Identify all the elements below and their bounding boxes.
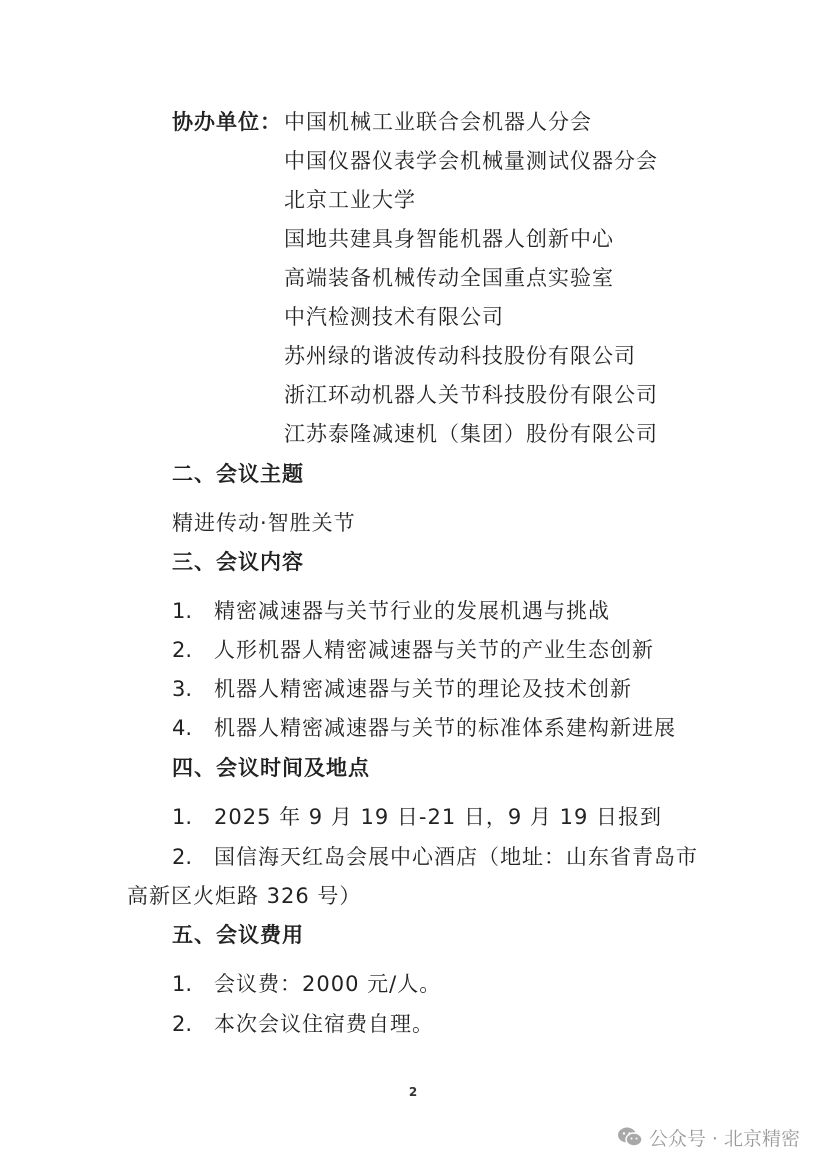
list-item-continuation: 高新区火炬路 326 号）: [127, 884, 362, 908]
list-number: 1.: [172, 972, 193, 996]
cohost-org: 苏州绿的谐波传动科技股份有限公司: [284, 344, 636, 368]
page-number: 2: [408, 1085, 418, 1099]
cohost-org: 中国仪器仪表学会机械量测试仪器分会: [284, 149, 658, 173]
cohost-org: 中汽检测技术有限公司: [284, 305, 504, 329]
list-item: 会议费：2000 元/人。: [214, 972, 442, 996]
list-number: 2.: [172, 1012, 193, 1036]
cohost-org: 浙江环动机器人关节科技股份有限公司: [284, 383, 658, 407]
cohost-org: 高端装备机械传动全国重点实验室: [284, 266, 614, 290]
list-item: 本次会议住宿费自理。: [214, 1012, 434, 1036]
watermark-text: 公众号 · 北京精密: [648, 1127, 800, 1150]
list-number: 1.: [172, 805, 193, 829]
list-item: 2025 年 9 月 19 日-21 日，9 月 19 日报到: [214, 805, 662, 829]
cohost-org: 中国机械工业联合会机器人分会: [284, 110, 592, 134]
wechat-icon: [617, 1126, 643, 1148]
list-number: 4.: [172, 716, 193, 740]
list-number: 3.: [172, 677, 193, 701]
cohost-org: 江苏泰隆减速机（集团）股份有限公司: [284, 422, 658, 446]
list-item: 国信海天红岛会展中心酒店（地址：山东省青岛市: [214, 845, 698, 869]
list-number: 2.: [172, 638, 193, 662]
cohost-label: 协办单位：: [172, 110, 282, 134]
theme-text: 精进传动·智胜关节: [172, 511, 356, 535]
section-heading-fee: 五、会议费用: [172, 923, 304, 947]
section-heading-theme: 二、会议主题: [172, 462, 304, 486]
list-item: 机器人精密减速器与关节的理论及技术创新: [214, 677, 632, 701]
list-item: 人形机器人精密减速器与关节的产业生态创新: [214, 638, 654, 662]
list-item: 机器人精密减速器与关节的标准体系建构新进展: [214, 716, 676, 740]
list-item: 精密减速器与关节行业的发展机遇与挑战: [214, 599, 610, 623]
section-heading-content: 三、会议内容: [172, 550, 304, 574]
cohost-org: 北京工业大学: [284, 188, 416, 212]
cohost-org: 国地共建具身智能机器人创新中心: [284, 227, 614, 251]
watermark: [617, 1124, 800, 1150]
list-number: 2.: [172, 845, 193, 869]
section-heading-time-place: 四、会议时间及地点: [172, 756, 370, 780]
list-number: 1.: [172, 599, 193, 623]
